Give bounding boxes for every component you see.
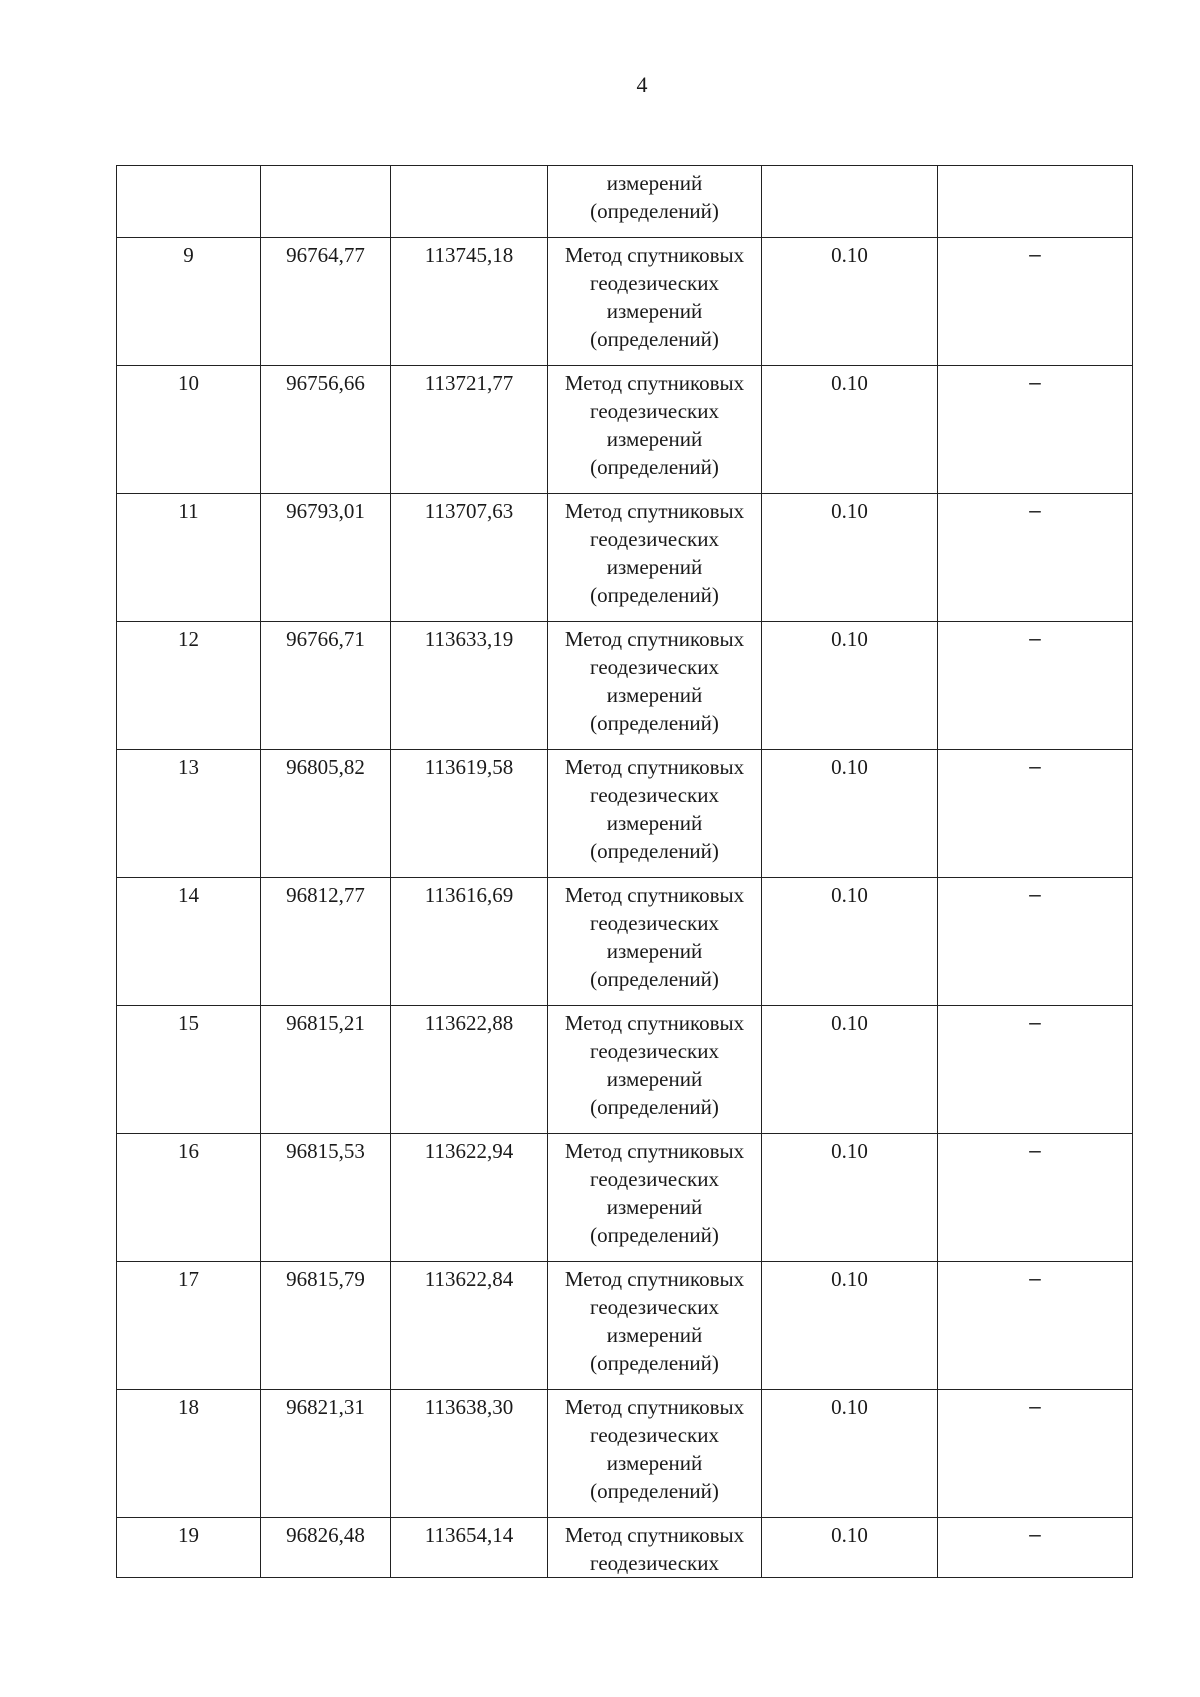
cell-point-number: 10 bbox=[117, 366, 261, 494]
cell-description: – bbox=[938, 1390, 1133, 1518]
cell-x-coordinate: 96756,66 bbox=[261, 366, 391, 494]
cell-y-coordinate: 113707,63 bbox=[391, 494, 548, 622]
method-line: (определений) bbox=[590, 199, 719, 223]
method-line: измерений bbox=[606, 811, 703, 835]
table-row bbox=[117, 1262, 1133, 1390]
page-number: 4 bbox=[636, 72, 648, 97]
cell-x-coordinate: 96815,21 bbox=[261, 1006, 391, 1134]
cell-point-number: 16 bbox=[117, 1134, 261, 1262]
method-line: измерений bbox=[606, 939, 703, 963]
cell-y-coordinate: 113654,14 bbox=[391, 1518, 548, 1578]
table-row bbox=[117, 622, 1133, 750]
cell-point-number: 18 bbox=[117, 1390, 261, 1518]
cell-point-number: 19 bbox=[117, 1518, 261, 1578]
cell-description: – bbox=[938, 1262, 1133, 1390]
cell-y-coordinate: 113619,58 bbox=[391, 750, 548, 878]
method-line: Метод спутниковых bbox=[564, 1267, 745, 1291]
cell-description: – bbox=[938, 238, 1133, 366]
cell-method bbox=[548, 1390, 762, 1518]
cell-method bbox=[548, 1006, 762, 1134]
cell-x-coordinate bbox=[261, 166, 391, 238]
cell-method bbox=[548, 166, 762, 238]
table-row bbox=[117, 878, 1133, 1006]
cell-y-coordinate: 113622,88 bbox=[391, 1006, 548, 1134]
cell-method bbox=[548, 1134, 762, 1262]
method-line: (определений) bbox=[590, 1223, 719, 1247]
method-line: измерений bbox=[606, 555, 703, 579]
cell-method bbox=[548, 878, 762, 1006]
cell-accuracy: 0.10 bbox=[762, 878, 938, 1006]
table-row bbox=[117, 238, 1133, 366]
table-row bbox=[117, 750, 1133, 878]
cell-x-coordinate: 96815,53 bbox=[261, 1134, 391, 1262]
cell-accuracy: 0.10 bbox=[762, 1390, 938, 1518]
method-line: Метод спутниковых bbox=[564, 1011, 745, 1035]
method-line: (определений) bbox=[590, 967, 719, 991]
cell-point-number: 17 bbox=[117, 1262, 261, 1390]
cell-point-number: 15 bbox=[117, 1006, 261, 1134]
cell-y-coordinate: 113622,84 bbox=[391, 1262, 548, 1390]
method-line: (определений) bbox=[590, 711, 719, 735]
method-line: геодезических bbox=[589, 655, 719, 679]
coordinates-table bbox=[116, 165, 1133, 1578]
method-line: измерений bbox=[606, 427, 703, 451]
method-line: геодезических bbox=[589, 271, 719, 295]
cell-accuracy: 0.10 bbox=[762, 1262, 938, 1390]
cell-description: – bbox=[938, 622, 1133, 750]
method-line: геодезических bbox=[589, 399, 719, 423]
table-row-continuation bbox=[117, 166, 1133, 238]
cell-method bbox=[548, 494, 762, 622]
cell-y-coordinate: 113633,19 bbox=[391, 622, 548, 750]
cell-accuracy: 0.10 bbox=[762, 750, 938, 878]
method-line: (определений) bbox=[590, 455, 719, 479]
cell-description: – bbox=[938, 366, 1133, 494]
cell-x-coordinate: 96826,48 bbox=[261, 1518, 391, 1578]
method-line: Метод спутниковых bbox=[564, 1395, 745, 1419]
method-line: геодезических bbox=[589, 1423, 719, 1447]
cell-method bbox=[548, 238, 762, 366]
cell-x-coordinate: 96815,79 bbox=[261, 1262, 391, 1390]
cell-y-coordinate: 113616,69 bbox=[391, 878, 548, 1006]
method-line: Метод спутниковых bbox=[564, 243, 745, 267]
cell-y-coordinate: 113721,77 bbox=[391, 366, 548, 494]
cell-x-coordinate: 96764,77 bbox=[261, 238, 391, 366]
cell-point-number: 14 bbox=[117, 878, 261, 1006]
method-line: Метод спутниковых bbox=[564, 883, 745, 907]
method-line: Метод спутниковых bbox=[564, 371, 745, 395]
method-line: Метод спутниковых bbox=[564, 627, 745, 651]
method-line: геодезических bbox=[589, 527, 719, 551]
cell-x-coordinate: 96821,31 bbox=[261, 1390, 391, 1518]
method-line: геодезических bbox=[589, 1295, 719, 1319]
method-line: (определений) bbox=[590, 327, 719, 351]
cell-y-coordinate: 113622,94 bbox=[391, 1134, 548, 1262]
method-line: измерений bbox=[606, 683, 703, 707]
cell-description bbox=[938, 166, 1133, 238]
cell-x-coordinate: 96805,82 bbox=[261, 750, 391, 878]
method-line: геодезических bbox=[589, 783, 719, 807]
cell-description: – bbox=[938, 494, 1133, 622]
method-line: измерений bbox=[606, 299, 703, 323]
cell-point-number: 9 bbox=[117, 238, 261, 366]
table-row bbox=[117, 1518, 1133, 1578]
method-line: (определений) bbox=[590, 583, 719, 607]
table-row bbox=[117, 494, 1133, 622]
cell-x-coordinate: 96766,71 bbox=[261, 622, 391, 750]
cell-accuracy: 0.10 bbox=[762, 1518, 938, 1578]
table-row bbox=[117, 1134, 1133, 1262]
method-line: измерений bbox=[606, 1067, 703, 1091]
cell-method bbox=[548, 622, 762, 750]
table-row bbox=[117, 1390, 1133, 1518]
method-line: (определений) bbox=[590, 839, 719, 863]
cell-x-coordinate: 96793,01 bbox=[261, 494, 391, 622]
method-line: Метод спутниковых bbox=[564, 1523, 745, 1547]
method-line: (определений) bbox=[590, 1351, 719, 1375]
cell-method bbox=[548, 366, 762, 494]
method-line: геодезических bbox=[589, 1167, 719, 1191]
cell-method bbox=[548, 1518, 762, 1578]
table-row bbox=[117, 366, 1133, 494]
cell-point-number: 12 bbox=[117, 622, 261, 750]
cell-description: – bbox=[938, 1518, 1133, 1578]
cell-point-number: 13 bbox=[117, 750, 261, 878]
cell-accuracy: 0.10 bbox=[762, 494, 938, 622]
method-line: Метод спутниковых bbox=[564, 499, 745, 523]
cell-point-number bbox=[117, 166, 261, 238]
cell-description: – bbox=[938, 1134, 1133, 1262]
cell-y-coordinate: 113638,30 bbox=[391, 1390, 548, 1518]
cell-y-coordinate bbox=[391, 166, 548, 238]
cell-description: – bbox=[938, 750, 1133, 878]
cell-x-coordinate: 96812,77 bbox=[261, 878, 391, 1006]
method-line: геодезических bbox=[589, 1039, 719, 1063]
method-line: измерений bbox=[606, 1195, 703, 1219]
cell-accuracy: 0.10 bbox=[762, 1006, 938, 1134]
method-line: измерений bbox=[606, 1451, 703, 1475]
method-line: Метод спутниковых bbox=[564, 1139, 745, 1163]
table-row bbox=[117, 1006, 1133, 1134]
method-line: измерений bbox=[606, 1323, 703, 1347]
cell-description: – bbox=[938, 878, 1133, 1006]
method-line: измерений bbox=[606, 171, 703, 195]
method-line: (определений) bbox=[590, 1479, 719, 1503]
method-line: Метод спутниковых bbox=[564, 755, 745, 779]
cell-accuracy bbox=[762, 166, 938, 238]
method-line: геодезических bbox=[589, 911, 719, 935]
cell-method bbox=[548, 1262, 762, 1390]
cell-description: – bbox=[938, 1006, 1133, 1134]
cell-accuracy: 0.10 bbox=[762, 622, 938, 750]
cell-method bbox=[548, 750, 762, 878]
method-line: (определений) bbox=[590, 1095, 719, 1119]
cell-y-coordinate: 113745,18 bbox=[391, 238, 548, 366]
cell-accuracy: 0.10 bbox=[762, 238, 938, 366]
cell-accuracy: 0.10 bbox=[762, 1134, 938, 1262]
method-line: геодезических bbox=[589, 1551, 719, 1575]
cell-point-number: 11 bbox=[117, 494, 261, 622]
cell-accuracy: 0.10 bbox=[762, 366, 938, 494]
